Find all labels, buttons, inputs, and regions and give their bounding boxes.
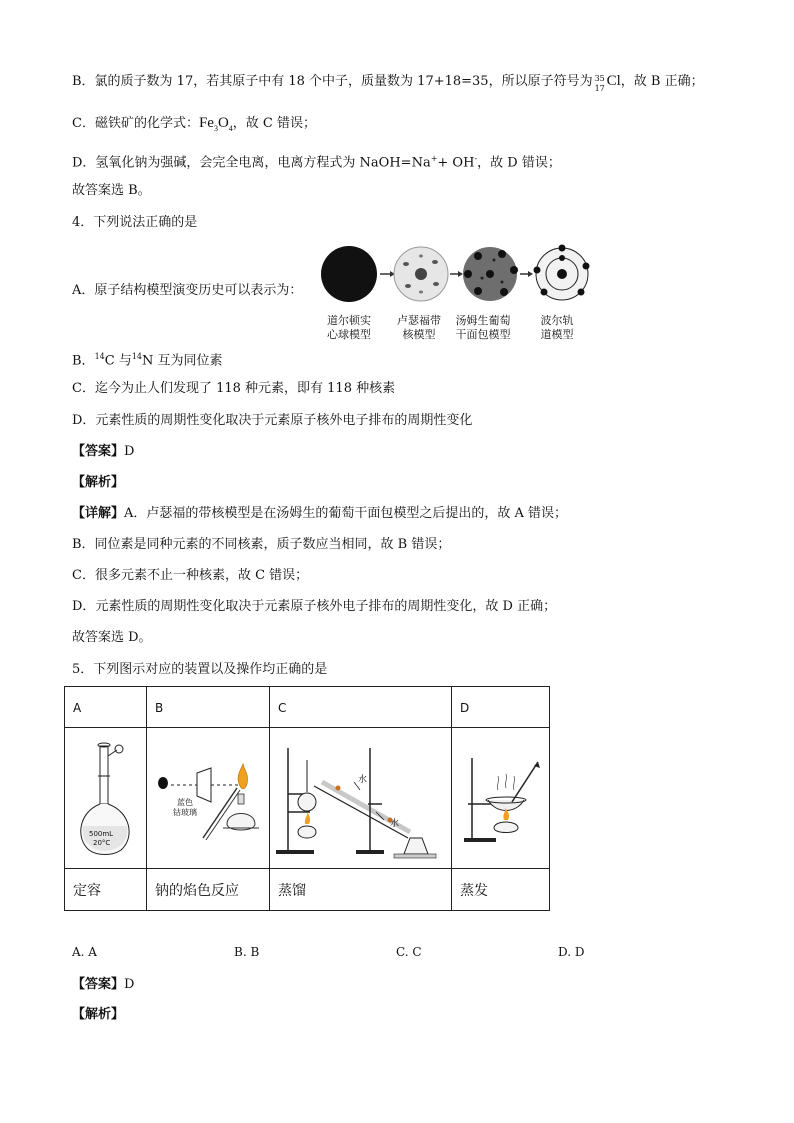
flask-volume-label: 500mL (89, 830, 114, 838)
q4-answer: 【答案】D (72, 444, 135, 459)
bohr-model (534, 245, 590, 301)
q4-option-b: B．$^{14}$C 与$^{14}$N 互为同位素 (72, 352, 223, 369)
flame-test-cell (147, 728, 270, 869)
q3-conclusion: 故答案选 B。 (72, 183, 151, 198)
header-d: D (452, 687, 550, 728)
q4-option-c: C．迄今为止人们发现了 118 种元素，即有 118 种核素 (72, 381, 396, 396)
dalton-model (321, 246, 377, 302)
atom-model-diagram (318, 244, 598, 310)
flask-temp-label: 20°C (93, 839, 111, 847)
q3-b-text: B．氯的质子数为 17，若其原子中有 18 个中子，质量数为 17+18=35，所以原子符号为 (72, 74, 593, 89)
thomson-model (463, 247, 518, 301)
label-d: 蒸发 (452, 869, 550, 911)
apparatus-table (64, 686, 550, 911)
caption-bohr: 波尔轨 道模型 (540, 314, 574, 341)
header-a: A (65, 687, 147, 728)
q4-conclusion: 故答案选 D。 (72, 630, 152, 645)
header-c: C (270, 687, 452, 728)
option-d[interactable]: D. D (558, 945, 585, 959)
option-c[interactable]: C. C (396, 945, 422, 959)
q3-b-conclusion: ，故 B 正确； (620, 74, 704, 89)
q4-analysis-label: 【解析】 (72, 475, 125, 490)
label-b: 钠的焰色反应 (147, 869, 270, 911)
atomic-number: 17 (594, 83, 605, 93)
evaporation-icon (452, 728, 549, 864)
q3-option-c (72, 114, 316, 138)
label-a: 定容 (65, 869, 147, 911)
isotope-notation (593, 73, 607, 91)
cobalt-glass-label: 蓝色 钴玻璃 (173, 798, 197, 817)
q3-option-b (72, 72, 704, 91)
flame-test-icon (147, 728, 269, 864)
header-b: B (147, 687, 270, 728)
caption-thomson: 汤姆生葡萄 干面包模型 (455, 314, 511, 341)
q5-analysis-label: 【解析】 (72, 1007, 125, 1022)
magnetite-formula: $Fe_3O_4$ (198, 115, 233, 133)
option-b[interactable]: B. B (234, 945, 260, 959)
q3-c-conclusion: ，故 C 错误； (232, 116, 317, 131)
q3-option-d: D．氢氧化钠为强碱，会完全电离，电离方程式为 NaOH=Na++ OH-，故 D 错误； (72, 154, 561, 171)
water-in-label: 水 (358, 775, 368, 785)
mass-number: 35 (594, 73, 605, 83)
caption-rutherford: 卢瑟福带 核模型 (397, 314, 441, 341)
q4-option-d: D．元素性质的周期性变化取决于元素原子核外电子排布的周期性变化 (72, 413, 473, 428)
q4-option-a: A．原子结构模型演变历史可以表示为： (72, 283, 303, 298)
atom-model-figure (318, 244, 598, 344)
q4-detail-d: D．元素性质的周期性变化取决于元素原子核外电子排布的周期性变化，故 D 正确； (72, 599, 557, 614)
water-out-label: 水 (390, 819, 400, 829)
label-c: 蒸馏 (270, 869, 452, 911)
eye-icon (158, 777, 168, 789)
q4-detail-c: C．很多元素不止一种核素，故 C 错误； (72, 568, 309, 583)
rutherford-model (394, 247, 448, 301)
q5-stem: 5．下列图示对应的装置以及操作均正确的是 (72, 662, 328, 677)
distillation-cell (270, 728, 452, 869)
evaporation-cell (452, 728, 550, 869)
q4-detail-a: 【详解】A．卢瑟福的带核模型是在汤姆生的葡萄干面包模型之后提出的，故 A 错误； (72, 506, 568, 521)
caption-dalton: 道尔顿实 心球模型 (327, 314, 371, 341)
option-a[interactable]: A. A (72, 945, 97, 959)
distillation-icon (270, 728, 451, 864)
q5-answer: 【答案】D (72, 977, 135, 992)
volumetric-flask-cell (65, 728, 147, 869)
q4-stem: 4．下列说法正确的是 (72, 215, 198, 230)
q3-c-text: C．磁铁矿的化学式： (72, 116, 199, 131)
q4-detail-b: B．同位素是同种元素的不同核素，质子数应当相同，故 B 错误； (72, 537, 451, 552)
element-symbol: Cl (606, 73, 621, 89)
